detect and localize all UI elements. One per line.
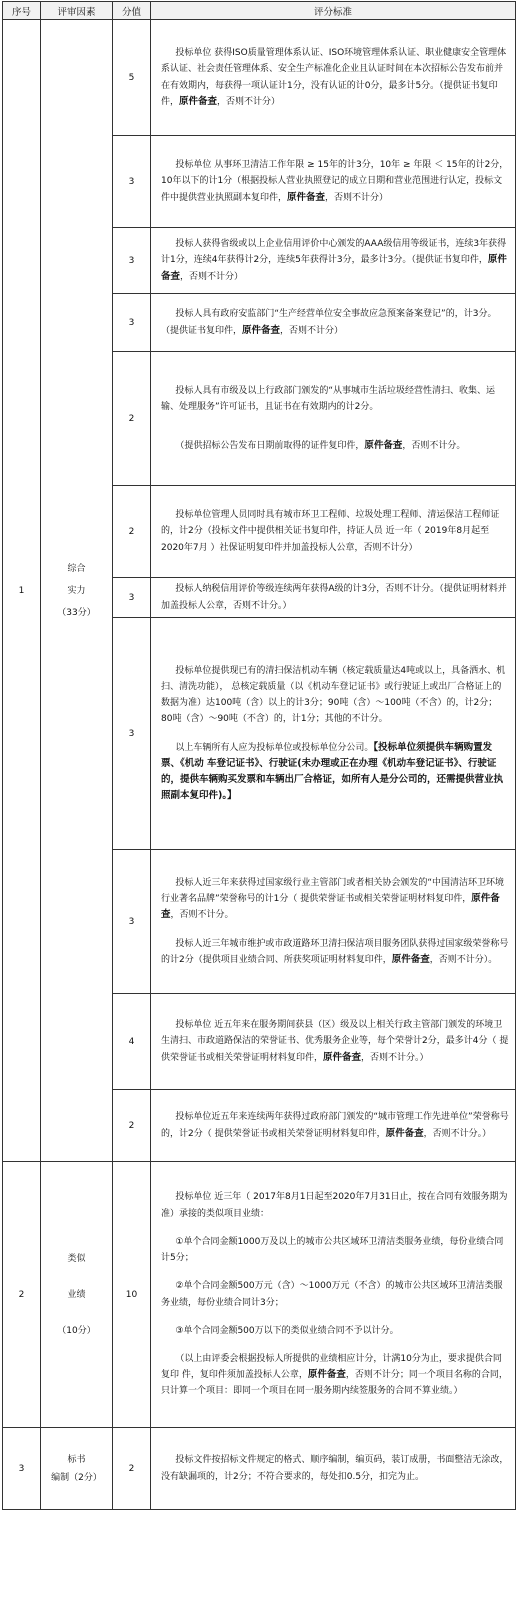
bold-note: 【投标单位须提供车辆购置发票、《机动 车登记证书》、行驶证(未办理或正在办理《机动车登记证书》、行驶证的，提供车辆购买发票和车辆出厂合格证，如所有人是分公司的，还需提供营业执照副本复印件)。】: [161, 741, 504, 802]
header-score: 分值: [113, 2, 151, 20]
factor-line: 实力: [67, 585, 86, 596]
bold-note: 原件备查: [391, 953, 430, 965]
bold-note: 原件备查: [307, 1369, 346, 1381]
factor-line: 业绩: [67, 1289, 86, 1300]
bold-note: 原件备查: [287, 191, 326, 203]
factor-line: 标书: [67, 1454, 86, 1465]
score-value: 3: [113, 294, 151, 352]
bold-note: 原件备查: [161, 254, 507, 282]
factor-line: 类似: [67, 1253, 86, 1264]
score-value: 3: [113, 136, 151, 228]
factor-line: （33分）: [57, 607, 96, 618]
table-row: [3, 1162, 516, 1428]
criteria-text: 投标单位提供现已有的清扫保洁机动车辆（核定载质量达4吨或以上，具备洒水、机扫、清洗功能）， 总核定载质量（以《机动车登记证书》或行驶证上或出厂合格证上的数据为准）达100吨（含）以上的计3分；90吨（含）～100吨（不含）的，计2分； 80吨（含）～90吨（不含）的，计1分；其他的不计分。 以上车辆所有人应为投标单位或投标单位分公司。【投标单位须提供车辆购置发票、《机动 车登记证书》、行驶证(未办理或正在办理《机动车登记证书》、行驶证的，提供车辆购买发票和车辆出厂合格证，如所有人是分公司的，还需提供营业执照副本复印件)。】: [151, 618, 516, 850]
scoring-table: [2, 1, 516, 1510]
bold-note: 原件备查: [385, 1127, 424, 1139]
header-index: 序号: [3, 2, 41, 20]
score-value: 3: [113, 578, 151, 618]
table-row: [3, 20, 516, 136]
header-criteria: 评分标准: [151, 2, 516, 20]
score-value: 5: [113, 20, 151, 136]
score-value: 3: [113, 228, 151, 294]
score-value: 2: [113, 352, 151, 486]
review-factor: [41, 1428, 113, 1510]
table-row: [3, 1428, 516, 1510]
score-value: 2: [113, 1428, 151, 1510]
criteria-text: 投标单位 获得ISO质量管理体系认证、ISO环境管理体系认证、职业健康安全管理体系认证、社会责任管理体系、安全生产标准化企业且认证时间在本次招标公告发布前并在有效期内，每获得一项认证计1分，没有认证的计0分，最多计5分。（提供证书复印件，原件备查，否则不计分）: [151, 20, 516, 136]
criteria-text: 投标人近三年来获得过国家级行业主管部门或者相关协会颁发的“中国清洁环卫环境行业著名品牌”荣誉称号的计1分（ 提供荣誉证书或相关荣誉证明材料复印件，原件备查，否则不计分。 投标人近三年城市维护或市政道路环卫清扫保洁项目服务团队获得过国家级荣誉称号的计2分（提供项目业绩合同、所获奖项证明材料复印件，原件备查，否则不计分）。: [151, 850, 516, 994]
bold-note: 原件备查: [364, 439, 403, 451]
row-index: 1: [3, 20, 41, 1162]
criteria-text: 投标单位 近三年（ 2017年8月1日起至2020年7月31日止，按在合同有效服务期为准）承接的类似项目业绩： ①单个合同金额1000万及以上的城市公共区域环卫清洁类服务业绩，每份业绩合同计5分； ②单个合同金额500万元（含）～1000万元（不含）的城市公共区域环卫清洁类服务业绩，每份业绩合同计3分； ③单个合同金额500万以下的类似业绩合同不予以计分。 （以上由评委会根据投标人所提供的业绩相应计分，计满10分为止，要求提供合同 复印 件，复印件须加盖投标人公章，原件备查，否则不计分；同一个项目名称的合同，只计算一个项目：即同一个项目在同一服务期内续签服务的合同不算业绩。）: [151, 1162, 516, 1428]
criteria-text: 投标人纳税信用评价等级连续两年获得A级的计3分，否则不计分。（提供证明材料并加盖投标人公章，否则不计分。）: [151, 578, 516, 618]
criteria-text: 投标单位 近五年来在服务期间获县（区）级及以上相关行政主管部门颁发的环境卫生清扫、市政道路保洁的荣誉证书、优秀服务企业等，每个荣誉计2分，最多计4分（ 提供荣誉证书或相关荣誉证明材料复印件，原件备查，否则不计分。）: [151, 994, 516, 1090]
criteria-text: 投标人获得省级或以上企业信用评价中心颁发的AAA级信用等级证书，连续3年获得计1分，连续4年获得计2分，连续5年获得计3分，最多计3分。（提供证书复印件，原件备查，否则不计分）: [151, 228, 516, 294]
bold-note: 原件备查: [242, 324, 281, 336]
bold-note: 原件备查: [179, 95, 218, 107]
score-value: 2: [113, 1090, 151, 1162]
row-index: 3: [3, 1428, 41, 1510]
criteria-text: 投标人具有市级及以上行政部门颁发的“从事城市生活垃圾经营性清扫、收集、运输、处理服务”许可证书，且证书在有效期内的计2分。 （提供招标公告发布日期前取得的证件复印件，原件备查，否则不计分。: [151, 352, 516, 486]
score-value: 2: [113, 486, 151, 578]
criteria-text: 投标文件按招标文件规定的格式、顺序编制，编页码，装订成册，书面整洁无涂改，没有缺漏项的，计2分；不符合要求的，每处扣0.5分，扣完为止。: [151, 1428, 516, 1510]
review-factor: [41, 20, 113, 1162]
bold-note: 原件备查: [161, 893, 500, 921]
criteria-text: 投标人具有政府安监部门“生产经营单位安全事故应急预案备案登记”的，计3分。（提供证书复印件，原件备查，否则不计分）: [151, 294, 516, 352]
factor-line: 编制（2分）: [51, 1472, 102, 1483]
row-index: 2: [3, 1162, 41, 1428]
score-value: 3: [113, 618, 151, 850]
score-value: 3: [113, 850, 151, 994]
header-factor: 评审因素: [41, 2, 113, 20]
criteria-text: 投标单位 从事环卫清洁工作年限 ≥ 15年的计3分，10年 ≥ 年限 ＜ 15年的计2分，10年以下的计1分（根据投标人营业执照登记的成立日期和营业范围进行认定，投标文件中提供营业执照副本复印件，原件备查，否则不计分）: [151, 136, 516, 228]
factor-line: （10分）: [57, 1325, 96, 1336]
score-value: 10: [113, 1162, 151, 1428]
criteria-text: 投标单位管理人员同时具有城市环卫工程师、垃圾处理工程师、清运保洁工程师证的，计2分（投标文件中提供相关证书复印件，持证人员 近一年（ 2019年8月起至2020年7月 ）社保证明复印件并加盖投标人公章，否则不计分）: [151, 486, 516, 578]
criteria-text: 投标单位近五年来连续两年获得过政府部门颁发的“城市管理工作先进单位”荣誉称号的，计2分（ 提供荣誉证书或相关荣誉证明材料复印件，原件备查，否则不计分。）: [151, 1090, 516, 1162]
review-factor: [41, 1162, 113, 1428]
score-value: 4: [113, 994, 151, 1090]
factor-line: 综合: [67, 563, 86, 574]
table-header-row: [3, 2, 516, 20]
bold-note: 原件备查: [323, 1051, 362, 1063]
